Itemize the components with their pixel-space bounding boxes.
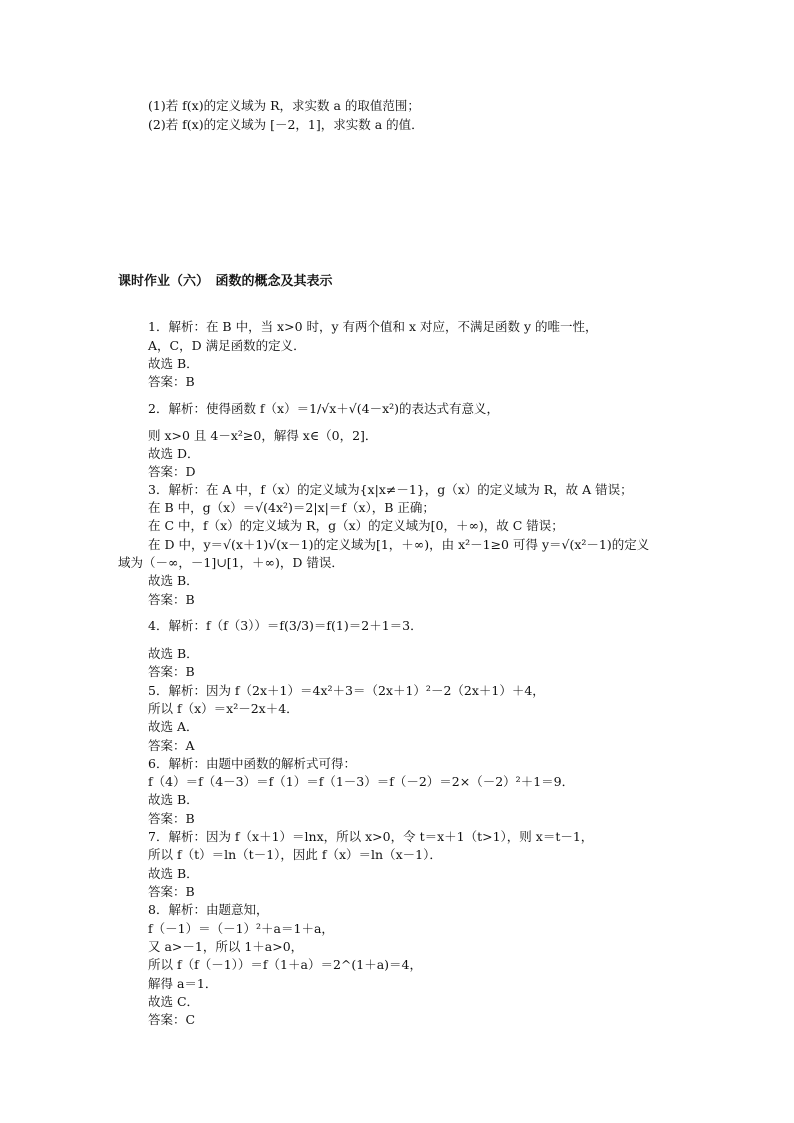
solution-line: 7．解析：因为 f（x＋1）＝lnx，所以 x>0，令 t＝x＋1（t>1），则 x＝t－1， [148,829,594,844]
solution-line: 6．解析：由题中函数的解析式可得： [148,756,356,771]
solution-line: 答案：B [148,592,195,607]
solution-line: 在 B 中，g（x）＝√(4x²)＝2|x|＝f（x），B 正确； [148,500,435,515]
solution-line: 答案：A [148,738,195,753]
solution-line: 所以 f（t）＝ln（t－1），因此 f（x）＝ln（x－1）． [148,847,442,862]
solution-line: 故选 B． [148,646,199,661]
solution-line: 答案：C [148,1012,196,1027]
problem-line-1: (1)若 f(x)的定义域为 R，求实数 a 的取值范围； [148,98,420,113]
solution-line: 8．解析：由题意知， [148,902,269,917]
solution-line: 故选 B． [148,866,199,881]
solution-line: f（－1）＝（－1）²＋a＝1＋a， [148,921,334,936]
solution-line: 在 C 中，f（x）的定义域为 R，g（x）的定义域为[0，＋∞)，故 C 错误； [148,518,564,533]
solution-line: 域为（－∞，－1]∪[1，＋∞)，D 错误． [118,555,344,570]
solution-line: 故选 B． [148,792,199,807]
solution-line: 5．解析：因为 f（2x＋1）＝4x²＋3＝（2x＋1）²－2（2x＋1）＋4， [148,683,545,698]
problem-line-2: (2)若 f(x)的定义域为 [－2，1]，求实数 a 的值． [148,117,424,132]
solution-line: 故选 C． [148,994,200,1009]
solution-line: 1．解析：在 B 中，当 x>0 时，y 有两个值和 x 对应，不满足函数 y 的唯一性， [148,319,598,334]
solution-line: 在 D 中，y＝√(x＋1)√(x－1)的定义域为[1，＋∞)，由 x²－1≥0 可得 y＝√(x²－1)的定义 [148,537,650,552]
solution-line: 故选 B． [148,356,199,371]
solution-line: 3．解析：在 A 中，f（x）的定义域为{x|x≠－1}，g（x）的定义域为 R，故 A 错误； [148,482,633,497]
solution-line: 则 x>0 且 4－x²≥0，解得 x∈（0，2]． [148,428,378,443]
solution-line: f（4）＝f（4－3）＝f（1）＝f（1－3）＝f（－2）＝2×（－2）²＋1＝9． [148,774,575,789]
solution-line: 4．解析：f（f（3））＝f(3/3)＝f(1)＝2＋1＝3． [148,618,423,633]
section-title: 课时作业（六） 函数的概念及其表示 [118,274,333,289]
solution-line: 答案：B [148,811,195,826]
solution-line: 故选 D． [148,446,200,461]
solution-line: 故选 B． [148,573,199,588]
solution-line: A，C，D 满足函数的定义． [148,338,306,353]
solution-line: 答案：B [148,664,195,679]
solution-line: 故选 A． [148,719,199,734]
solution-line: 所以 f（f（－1））＝f（1＋a）＝2^(1＋a)＝4， [148,957,422,972]
solution-line: 解得 a＝1． [148,976,218,991]
solution-line: 又 a>－1，所以 1＋a>0， [148,939,304,954]
solution-line: 所以 f（x）＝x²－2x＋4． [148,701,299,716]
solution-line: 答案：B [148,374,195,389]
solution-line: 答案：D [148,464,196,479]
solution-line: 答案：B [148,884,195,899]
solution-line: 2．解析：使得函数 f（x）＝1/√x＋√(4－x²)的表达式有意义， [148,401,500,416]
